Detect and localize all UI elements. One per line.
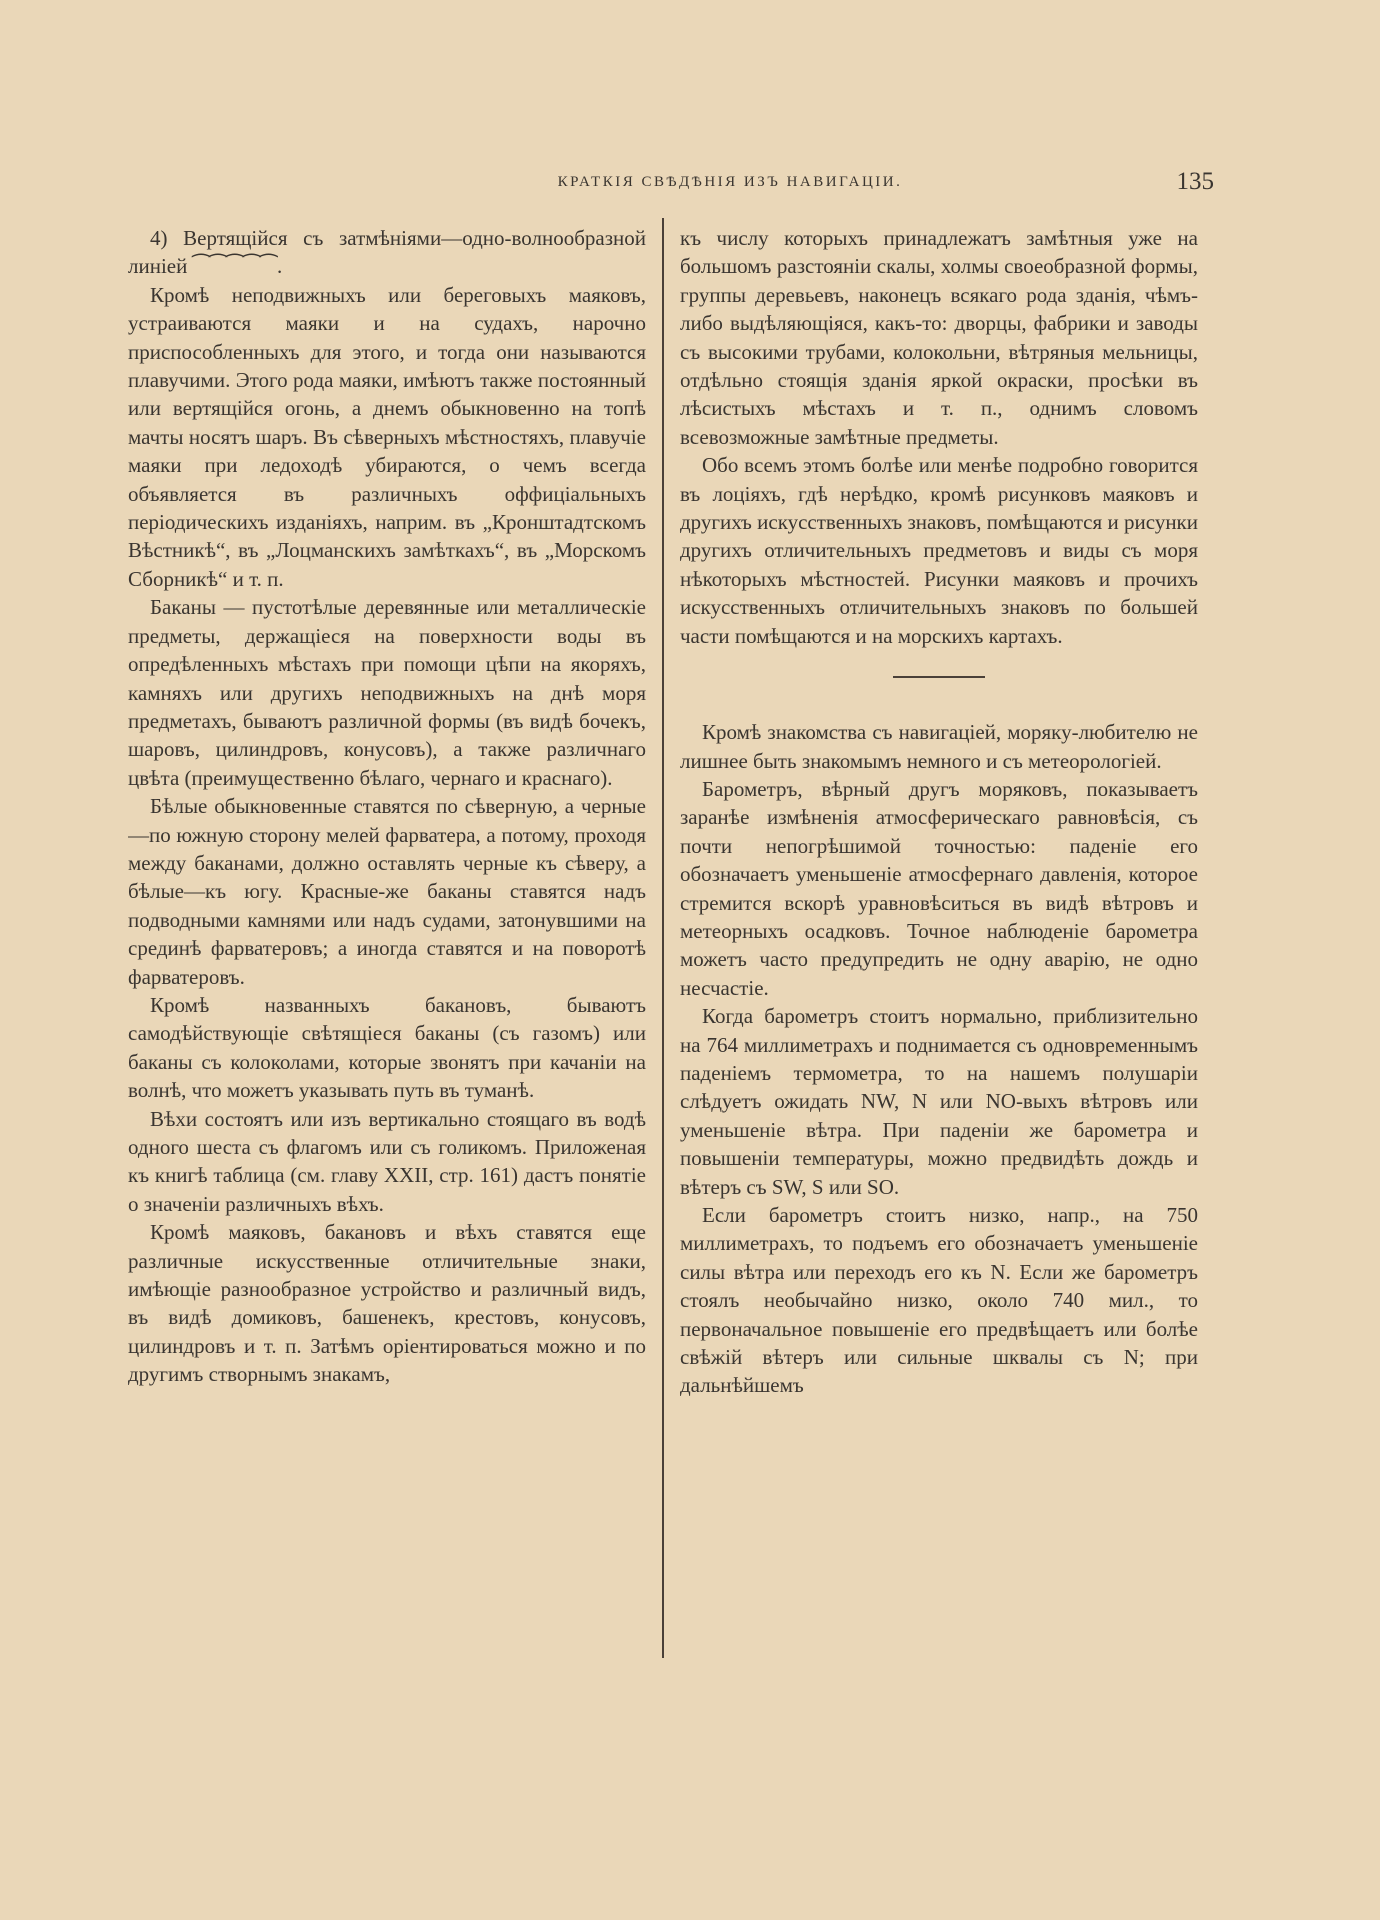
paragraph: Кромѣ неподвижныхъ или береговыхъ маяковъ, устраиваются маяки и на судахъ, нарочно приспособленныхъ для этого, и тогда они называются плавучими. Этого рода маяки, имѣютъ также постоянный или вертящійся огонь, а днемъ обыкновенно на топѣ мачты носятъ шаръ. Въ сѣверныхъ мѣстностяхъ, плавучіе маяки при ледоходѣ убираются, о чемъ всегда объявляется въ различныхъ оффиціальныхъ періодическихъ изданіяхъ, наприм. въ „Кронштадтскомъ Вѣстникѣ“, въ „Лоцманскихъ замѣткахъ“, въ „Морскомъ Сборникѣ“ и т. п.	[128, 282, 646, 591]
paragraph: Вѣхи состоятъ или изъ вертикально стоящаго въ водѣ одного шеста съ флагомъ или съ голикомъ. Приложеная къ книгѣ таблица (см. главу XXII, стр. 161) дастъ понятіе о значеніи различныхъ вѣхъ.	[128, 1106, 646, 1216]
page-header	[140, 168, 1214, 200]
right-column	[664, 224, 1198, 1644]
paragraph: Бѣлые обыкновенные ставятся по сѣверную, а черные—по южную сторону мелей фарватера, а потому, проходя между баканами, должно оставлять черные къ сѣверу, а бѣлые—къ югу. Красные-же баканы ставятся надъ подводными камнями или надъ судами, затонувшими на срединѣ фарватеровъ; а иногда ставятся и на поворотѣ фарватеровъ.	[128, 794, 646, 989]
paragraph: Обо всемъ этомъ болѣе или менѣе подробно говорится въ лоціяхъ, гдѣ нерѣдко, кромѣ рисунковъ маяковъ и другихъ искусственныхъ знаковъ, помѣщаются и рисунки другихъ отличительныхъ предметовъ и виды съ моря нѣкоторыхъ мѣстностей. Рисунки маяковъ и прочихъ искусственныхъ отличительныхъ знаковъ по большей части помѣщаются и на морскихъ картахъ.	[680, 453, 1198, 648]
paragraph: Баканы — пустотѣлые деревянные или металлическіе предметы, держащіеся на поверхности воды въ опредѣленныхъ мѣстахъ при помощи цѣпи на якоряхъ, камняхъ или другихъ неподвижныхъ на днѣ моря предметахъ, бываютъ различной формы (въ видѣ бочекъ, шаровъ, цилиндровъ, конусовъ), а также различнаго цвѣта (преимущественно бѣлаго, чернаго и краснаго).	[128, 595, 646, 790]
page-number: 135	[1176, 168, 1214, 195]
text-columns	[128, 224, 1198, 1644]
running-head: КРАТКІЯ СВѢДѢНІЯ ИЗЪ НАВИГАЦІИ.	[557, 174, 903, 190]
paragraph: Кромѣ маяковъ, бакановъ и вѣхъ ставятся еще различные искусственные отличительные знаки, имѣющіе разнообразное устройство и различный видъ, въ видѣ домиковъ, башенекъ, крестовъ, конусовъ, цилиндровъ и т. п. Затѣмъ оріентироваться можно и по другимъ створнымъ знакамъ,	[128, 1220, 646, 1387]
paragraph: Если барометръ стоитъ низко, напр., на 750 миллиметрахъ, то подъемъ его обозначаетъ уменьшеніе силы вѣтра или переходъ его къ N. Если же барометръ стоялъ необычайно низко, около 740 мил., то первоначальное повышеніе его предвѣщаетъ или болѣе свѣжій вѣтеръ или сильные шквалы съ N; при дальнѣйшемъ	[680, 1203, 1198, 1398]
paragraph: 4) Вертящійся съ затмѣніями—одно-волнообразной линіей ⁀⁀⁀⁀⁀.	[128, 226, 646, 279]
section-rule	[893, 676, 985, 678]
paragraph: Когда барометръ стоитъ нормально, приблизительно на 764 миллиметрахъ и поднимается съ одновременнымъ паденіемъ термометра, то на нашемъ полушаріи слѣдуетъ ожидать NW, N или NO-выхъ вѣтровъ или уменьшеніе вѣтра. При паденіи же барометра и повышеніи температуры, можно предвидѣть дождь и вѣтеръ съ SW, S или SO.	[680, 1004, 1198, 1199]
left-column	[128, 224, 662, 1644]
paragraph: Кромѣ знакомства съ навигаціей, моряку-любителю не лишнее быть знакомымъ немного и съ метеорологіей.	[680, 720, 1198, 773]
paragraph: Барометръ, вѣрный другъ моряковъ, показываетъ заранѣе измѣненія атмосферическаго равновѣсія, съ почти непогрѣшимой точностью: паденіе его обозначаетъ уменьшеніе атмосфернаго давленія, которое стремится вскорѣ уравновѣситься въ видѣ вѣтровъ и метеорныхъ осадковъ. Точное наблюденіе барометра можетъ часто предупредить не одну аварію, не одно несчастіе.	[680, 776, 1198, 1000]
paragraph: Кромѣ названныхъ бакановъ, бываютъ самодѣйствующіе свѣтящіеся баканы (съ газомъ) или баканы съ колоколами, которые звонятъ при качаніи на волнѣ, что можетъ указывать путь въ туманѣ.	[128, 992, 646, 1103]
paragraph: къ числу которыхъ принадлежатъ замѣтныя уже на большомъ разстояніи скалы, холмы своеобразной формы, группы деревьевъ, наконецъ всякаго рода зданія, чѣмъ-либо выдѣляющіяся, какъ-то: дворцы, фабрики и заводы съ высокими трубами, колокольни, вѣтряныя мельницы, отдѣльно стоящія зданія яркой окраски, просѣки въ лѣсистыхъ мѣстахъ и т. п., однимъ словомъ всевозможные замѣтные предметы.	[680, 226, 1198, 449]
